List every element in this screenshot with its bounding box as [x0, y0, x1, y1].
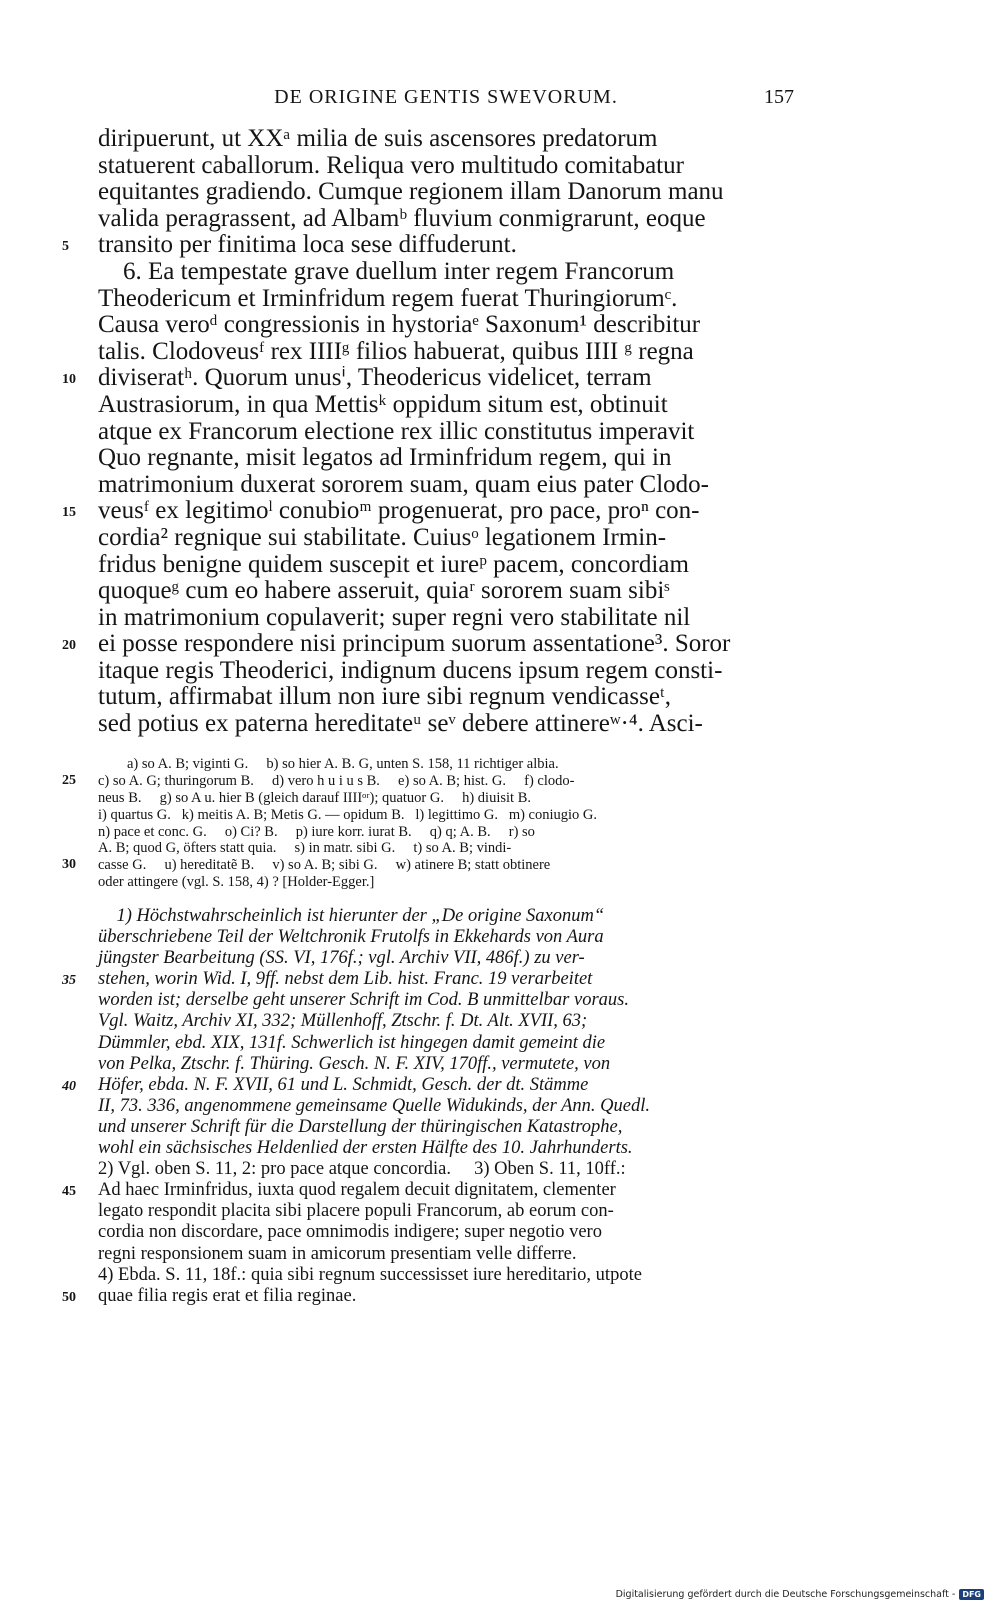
note-line — [98, 1011, 794, 1032]
line-number: 5 — [62, 239, 69, 255]
note-line — [98, 927, 794, 948]
note-line — [98, 1265, 794, 1286]
text-line — [62, 364, 794, 392]
note-line — [98, 1159, 794, 1180]
text-line — [98, 445, 794, 472]
line-text: cordia non discordare, pace omnimodis indigere; super negotio vero — [98, 1222, 602, 1243]
line-number: 40 — [62, 1078, 76, 1094]
text-line — [98, 392, 794, 419]
line-text: quae filia regis erat et filia reginae. — [98, 1285, 357, 1306]
line-text: in matrimonium copulaverit; super regni vero stabilitate nil — [98, 603, 691, 631]
note-line — [98, 1138, 794, 1159]
line-text: cordia² regnique sui stabilitate. Cuiusᵒ legationem Irmin- — [98, 523, 667, 551]
line-text: talis. Clodoveusᶠ rex IIIIᵍ filios habuerat, quibus IIII ᵍ regna — [98, 337, 694, 365]
apparatus-line — [98, 874, 794, 891]
line-text: oder attingere (vgl. S. 158, 4) ? [Holder-Egger.] — [98, 874, 375, 891]
apparatus-line — [62, 772, 794, 790]
line-text: worden ist; derselbe geht unserer Schrift im Cod. B unmittelbar voraus. — [98, 990, 629, 1011]
line-text: casse G. u) hereditatẽ B. v) so A. B; sibi G. w) atinere B; statt obtinere — [98, 857, 551, 874]
footnotes — [62, 906, 794, 1307]
line-text: 1) Höchstwahrscheinlich ist hierunter der „De origine Saxonum“ — [98, 906, 605, 926]
note-line — [62, 969, 794, 990]
line-text: Quo regnante, misit legatos ad Irminfridum regem, qui in — [98, 444, 672, 472]
text-line — [62, 630, 794, 658]
text-line — [98, 126, 794, 153]
apparatus-line — [98, 840, 794, 857]
line-text: transito per finitima loca sese diffuderunt. — [98, 231, 517, 259]
note-line — [62, 1285, 794, 1307]
credit-text: Digitalisierung gefördert durch die Deutsche Forschungsgemeinschaft - — [615, 1589, 956, 1600]
line-number: 50 — [62, 1289, 76, 1305]
line-text: diviseratʰ. Quorum unusⁱ, Theodericus videlicet, terram — [98, 364, 652, 392]
line-text: i) quartus G. k) meitis A. B; Metis G. — opidum B. l) legittimo G. m) coniugio G. — [98, 806, 598, 823]
line-text: Austrasiorum, in qua Mettisᵏ oppidum situm est, obtinuit — [98, 390, 668, 418]
text-line — [98, 179, 794, 206]
line-text: Ad haec Irminfridus, iuxta quod regalem decuit dignitatem, clementer — [98, 1180, 616, 1201]
line-text: A. B; quod G, öfters statt quia. s) in matr. sibi G. t) so A. B; vindi- — [98, 840, 512, 857]
line-text: legato respondit placita sibi placere populi Francorum, ab eorum con- — [98, 1201, 614, 1222]
main-text — [62, 125, 794, 738]
running-title: DE ORIGINE GENTIS SWEVORUM. — [274, 86, 618, 108]
line-text: 2) Vgl. oben S. 11, 2: pro pace atque concordia. 3) Oben S. 11, 10ff.: — [98, 1159, 626, 1180]
critical-apparatus — [62, 756, 794, 891]
line-text: a) so A. B; viginti G. b) so hier A. B. G, unten S. 158, 11 richtiger albia. — [98, 756, 559, 772]
line-number: 15 — [62, 505, 76, 521]
note-line — [98, 1201, 794, 1222]
note-line — [98, 1222, 794, 1243]
line-text: stehen, worin Wid. I, 9ff. nebst dem Lib. hist. Franc. 19 verarbeitet — [98, 969, 593, 990]
text-line — [98, 206, 794, 233]
line-number: 25 — [62, 772, 76, 788]
text-line — [98, 153, 794, 180]
line-number: 45 — [62, 1184, 76, 1200]
text-line — [98, 312, 794, 339]
line-text: Vgl. Waitz, Archiv XI, 332; Müllenhoff, Ztschr. f. Dt. Alt. XVII, 63; — [98, 1011, 588, 1032]
text-line — [98, 286, 794, 313]
running-header — [98, 86, 794, 112]
note-line — [98, 1117, 794, 1138]
apparatus-line — [62, 857, 794, 874]
line-text: wohl ein sächsisches Heldenlied der ersten Hälfte des 10. Jahrhunderts. — [98, 1138, 633, 1159]
line-text: itaque regis Theoderici, indignum ducens ipsum regem consti- — [98, 656, 723, 684]
line-text: equitantes gradiendo. Cumque regionem illam Danorum manu — [98, 178, 724, 206]
note-line — [98, 1054, 794, 1075]
text-line — [98, 552, 794, 579]
line-number: 35 — [62, 973, 76, 989]
text-line — [98, 419, 794, 446]
digitization-credit — [616, 1589, 984, 1600]
apparatus-line — [98, 790, 794, 807]
line-text: n) pace et conc. G. o) Ci? B. p) iure korr. iurat B. q) q; A. B. r) so — [98, 823, 535, 840]
text-line — [98, 684, 794, 711]
line-text: statuerent caballorum. Reliqua vero multitudo comitabatur — [98, 151, 684, 179]
text-line — [98, 472, 794, 499]
line-text: atque ex Francorum electione rex illic constitutus imperavit — [98, 417, 695, 445]
apparatus-line — [98, 824, 794, 841]
line-text: II, 73. 336, angenommene gemeinsame Quelle Widukinds, der Ann. Quedl. — [98, 1095, 650, 1116]
line-text: regni responsionem suam in amicorum presentiam velle differre. — [98, 1243, 577, 1264]
note-line — [98, 906, 794, 927]
line-text: 6. Ea tempestate grave duellum inter regem Francorum — [98, 257, 675, 285]
line-text: und unserer Schrift für die Darstellung der thüringischen Katastrophe, — [98, 1116, 623, 1137]
text-line — [62, 497, 794, 525]
line-text: neus B. g) so A u. hier B (gleich darauf IIIIᵒʳ); quatuor G. h) diuisit B. — [98, 789, 531, 806]
note-line — [98, 948, 794, 969]
line-text: Theodericum et Irminfridum regem fuerat Thuringiorumᶜ. — [98, 284, 678, 312]
note-line — [98, 1096, 794, 1117]
line-text: ei posse respondere nisi principum suorum assentatione³. Soror — [98, 630, 731, 658]
text-line — [98, 525, 794, 552]
text-line — [98, 259, 794, 286]
text-line — [98, 578, 794, 605]
text-line — [98, 658, 794, 685]
line-text: quoqueᵍ cum eo habere asseruit, quiaʳ sororem suam sibiˢ — [98, 577, 670, 605]
apparatus-line — [98, 756, 794, 773]
line-text: veusᶠ ex legitimoˡ conubioᵐ progenuerat, pro pace, proⁿ con- — [98, 497, 700, 525]
line-text: valida peragrassent, ad Albamᵇ fluvium conmigrarunt, eoque — [98, 204, 706, 232]
page-number: 157 — [764, 86, 794, 108]
line-text: sed potius ex paterna hereditateᵘ seᵛ debere attinereʷ·⁴. Asci- — [98, 710, 703, 738]
note-line — [62, 1074, 794, 1096]
line-text: Höfer, ebda. N. F. XVII, 61 und L. Schmidt, Gesch. der dt. Stämme — [98, 1074, 589, 1095]
line-text: 4) Ebda. S. 11, 18f.: quia sibi regnum successisset iure hereditario, utpote — [98, 1264, 642, 1285]
dfg-logo: DFG — [959, 1589, 984, 1600]
note-line — [98, 990, 794, 1011]
text-line — [98, 339, 794, 366]
line-text: überschriebene Teil der Weltchronik Frutolfs in Ekkehards von Aura — [98, 927, 604, 948]
line-text: von Pelka, Ztschr. f. Thüring. Gesch. N. F. XIV, 170ff., vermutete, von — [98, 1053, 611, 1074]
apparatus-line — [98, 807, 794, 824]
text-line — [98, 711, 794, 738]
line-text: c) so A. G; thuringorum B. d) vero h u i u s B. e) so A. B; hist. G. f) clodo- — [98, 772, 575, 789]
line-text: jüngster Bearbeitung (SS. VI, 176f.; vgl. Archiv VII, 486f.) zu ver- — [98, 948, 585, 969]
line-number: 10 — [62, 372, 76, 388]
line-text: tutum, affirmabat illum non iure sibi regnum vendicasseᵗ, — [98, 683, 671, 711]
line-text: fridus benigne quidem suscepit et iureᵖ pacem, concordiam — [98, 550, 689, 578]
note-line — [98, 1244, 794, 1265]
note-line — [62, 1180, 794, 1201]
note-line — [98, 1033, 794, 1054]
line-text: diripuerunt, ut XXᵃ milia de suis ascensores predatorum — [98, 125, 658, 152]
text-line — [98, 605, 794, 632]
line-text: Dümmler, ebd. XIX, 131f. Schwerlich ist hingegen damit gemeint die — [98, 1032, 606, 1053]
line-text: Causa veroᵈ congressionis in hystoriaᵉ Saxonum¹ describitur — [98, 311, 701, 339]
line-number: 20 — [62, 638, 76, 654]
text-line — [62, 231, 794, 259]
line-number: 30 — [62, 857, 76, 873]
line-text: matrimonium duxerat sororem suam, quam eius pater Clodo- — [98, 470, 709, 498]
